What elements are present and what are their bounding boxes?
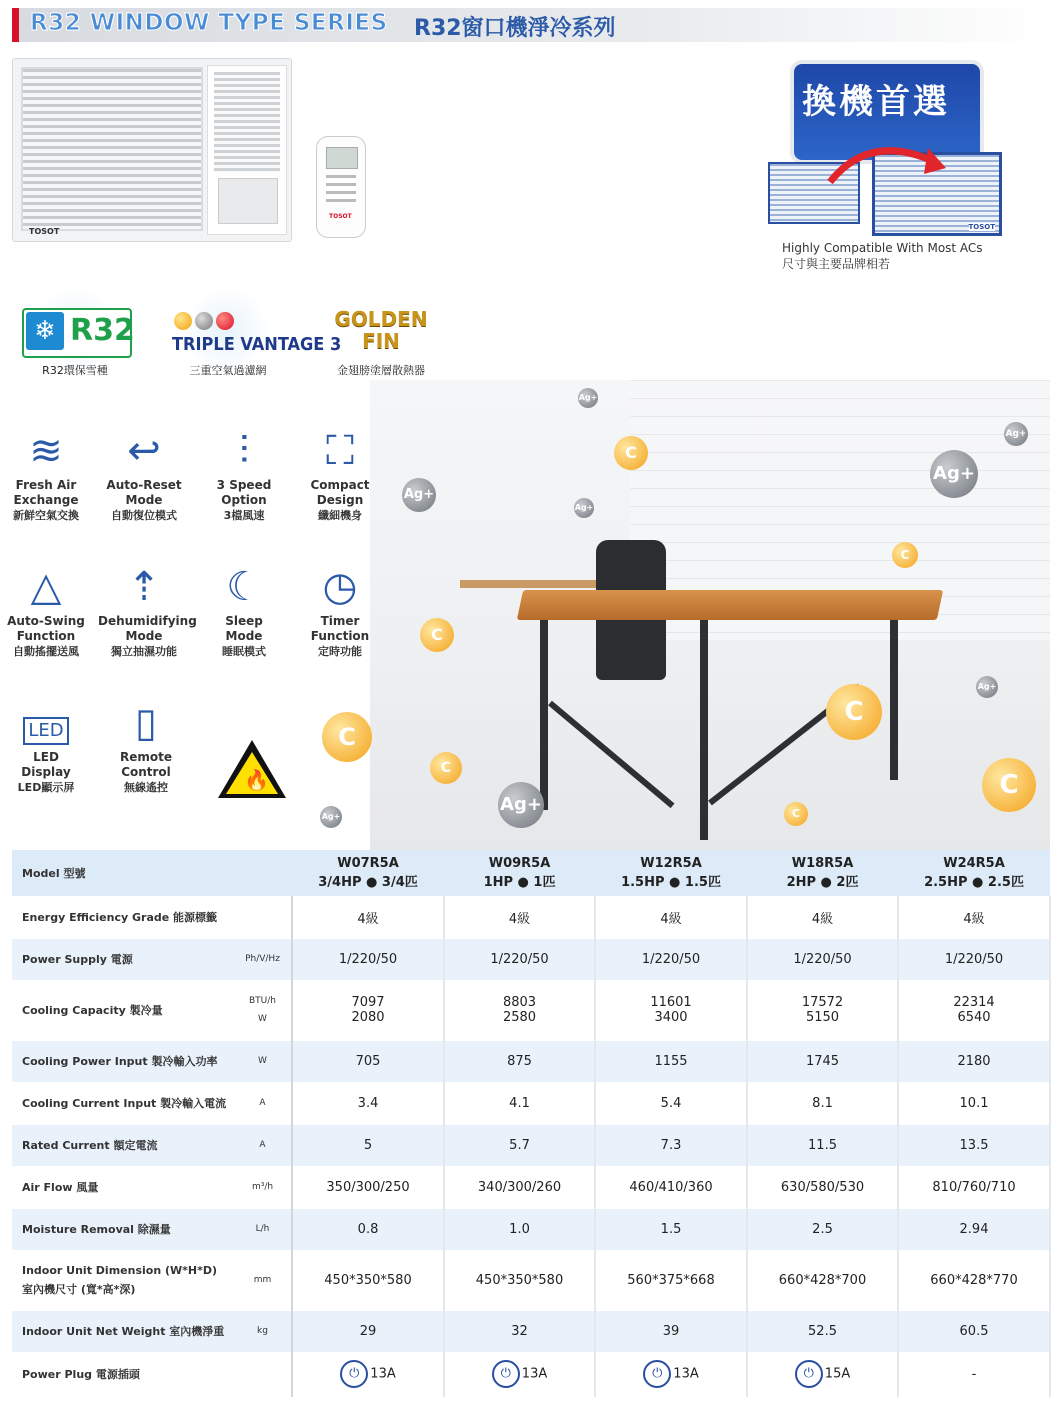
- sleep-icon: ☾: [226, 564, 262, 610]
- row-unit: W: [234, 1040, 292, 1082]
- badge-brand: TOSOT: [968, 223, 995, 231]
- model-cell: [292, 850, 444, 896]
- model-cell: [444, 850, 595, 896]
- feature-auto-swing: [0, 560, 92, 659]
- row-label: Energy Efficiency Grade 能源標籤: [12, 896, 234, 938]
- feature-en-line1: Auto-Swing: [7, 614, 85, 628]
- plug-icon: ⏻: [340, 1360, 368, 1388]
- spec-value: 4級: [292, 896, 444, 938]
- spec-value: 450*350*580: [292, 1250, 444, 1310]
- row-unit: mm: [234, 1250, 292, 1310]
- table-row: [12, 1124, 1050, 1166]
- spec-value-line1: 8803: [502, 995, 537, 1010]
- feature-zh: 3檔風速: [223, 509, 265, 522]
- model-cell: [898, 850, 1050, 896]
- r32-logo: [22, 308, 135, 358]
- row-unit: kg: [234, 1310, 292, 1352]
- spec-value: 0.8: [292, 1208, 444, 1250]
- table-row: [12, 1310, 1050, 1352]
- feature-zh: 自動搖擺送風: [13, 645, 79, 658]
- table-row: [12, 980, 1050, 1040]
- model-name: W24R5A: [943, 855, 1005, 871]
- vitamin-c-bubble: C: [430, 752, 462, 784]
- model-name: W12R5A: [640, 855, 702, 871]
- unit-side-panel: [207, 65, 287, 235]
- compatibility-note: [782, 240, 983, 272]
- row-label: Power Plug 電源插頭: [12, 1352, 234, 1396]
- feature-en-line2: Function: [310, 629, 370, 643]
- header-accent-bar: [12, 8, 19, 42]
- plug-rating: 13A: [673, 1366, 699, 1382]
- spec-value-line2: 3400: [654, 1010, 688, 1025]
- spec-value: -: [898, 1352, 1050, 1396]
- spec-value: 630/580/530: [747, 1166, 898, 1208]
- spec-value: [444, 980, 595, 1040]
- feature-en-line2: Exchange: [13, 493, 79, 507]
- spec-value: 1.0: [444, 1208, 595, 1250]
- feature-sleep: [198, 560, 290, 659]
- silver-ion-bubble: Ag+: [498, 782, 544, 828]
- plug-icon: ⏻: [492, 1360, 520, 1388]
- table-row: [12, 1082, 1050, 1124]
- feature-en-line1: Dehumidifying: [98, 614, 197, 628]
- spec-value-line2: 2080: [351, 1010, 385, 1025]
- vitamin-c-bubble: C: [826, 684, 882, 740]
- silver-ion-bubble: Ag+: [320, 806, 342, 828]
- feature-zh: 無線遙控: [124, 781, 168, 794]
- red-dot-icon: [216, 312, 234, 330]
- spec-value: 5.7: [444, 1124, 595, 1166]
- model-header-label: Model 型號: [12, 850, 292, 896]
- feature-zh: LED顯示屏: [17, 781, 75, 794]
- row-label-line1: Indoor Unit Dimension (W*H*D): [22, 1263, 218, 1277]
- model-hp: 2HP ● 2匹: [786, 874, 859, 890]
- row-unit: A: [234, 1124, 292, 1166]
- row-label: Cooling Capacity 製冷量: [12, 980, 234, 1040]
- spec-value: 4級: [444, 896, 595, 938]
- silver-ion-bubble: Ag+: [930, 450, 978, 498]
- desk-leg: [540, 620, 548, 810]
- spec-value: 8.1: [747, 1082, 898, 1124]
- spec-value: 660*428*770: [898, 1250, 1050, 1310]
- feature-en-line1: Timer: [320, 614, 360, 628]
- spec-value: 810/760/710: [898, 1166, 1050, 1208]
- remote-brand: TOSOT: [329, 213, 352, 220]
- spec-value-line1: 17572: [801, 995, 844, 1010]
- vitamin-c-bubble: C: [322, 712, 372, 762]
- spec-value: 29: [292, 1310, 444, 1352]
- row-label: Rated Current 額定電流: [12, 1124, 234, 1166]
- table-row: [12, 1040, 1050, 1082]
- unit-control-panel: [218, 178, 278, 224]
- spec-value: 705: [292, 1040, 444, 1082]
- feature-fresh-air: [0, 424, 92, 523]
- spec-value-line1: 22314: [953, 995, 995, 1010]
- feature-3-speed: [198, 424, 290, 523]
- r32-label: R32環保雪種: [42, 364, 108, 377]
- row-unit-line1: BTU/h: [249, 996, 276, 1006]
- row-unit: [234, 896, 292, 938]
- triple-vantage-label: 三重空氣過濾網: [189, 364, 267, 377]
- feature-en-line2: Function: [16, 629, 76, 643]
- triple-vantage-dots: [174, 312, 237, 334]
- table-row: [12, 1166, 1050, 1208]
- auto-swing-icon: △: [30, 564, 62, 610]
- table-row: [12, 1352, 1050, 1396]
- spec-value-line2: 2580: [502, 1010, 537, 1025]
- table-header-row: [12, 850, 1050, 896]
- table-row: [12, 896, 1050, 938]
- feature-en-line2: Design: [316, 493, 364, 507]
- row-unit: [234, 1352, 292, 1396]
- wooden-desk: [517, 590, 943, 620]
- spec-value: 5: [292, 1124, 444, 1166]
- fresh-air-icon: ≋: [29, 428, 63, 474]
- unit-grille: [21, 67, 203, 231]
- spec-value: 4級: [898, 896, 1050, 938]
- row-label: Cooling Current Input 製冷輸入電流: [12, 1082, 234, 1124]
- golden-fin-label: 金翅膀塗層散熱器: [337, 364, 425, 377]
- plug-rating: 13A: [521, 1366, 548, 1382]
- silver-ion-bubble: Ag+: [402, 478, 436, 512]
- spec-value: 1/220/50: [444, 938, 595, 980]
- spec-value: [747, 980, 898, 1040]
- spec-value: 1745: [747, 1040, 898, 1082]
- feature-en-line1: Fresh Air: [15, 478, 77, 492]
- vitamin-c-bubble: C: [420, 618, 454, 652]
- badge-title: 換機首選: [802, 82, 950, 122]
- spec-value: 450*350*580: [444, 1250, 595, 1310]
- spec-value: 52.5: [747, 1310, 898, 1352]
- snowflake-icon: ❄: [26, 312, 64, 350]
- r32-logo-text: R32: [70, 313, 135, 348]
- spec-value: [747, 1352, 898, 1396]
- feature-dehumidify: [98, 560, 197, 659]
- desk-cross-brace: [548, 701, 674, 808]
- model-hp: 3/4HP ● 3/4匹: [318, 874, 418, 890]
- row-unit: L/h: [234, 1208, 292, 1250]
- silver-ion-bubble: Ag+: [976, 676, 998, 698]
- row-unit: [234, 980, 292, 1040]
- feature-en-line2: Control: [121, 765, 171, 779]
- spec-value: 4級: [595, 896, 747, 938]
- spec-value: 875: [444, 1040, 595, 1082]
- model-hp: 1HP ● 1匹: [483, 874, 556, 890]
- yellow-dot-icon: [174, 312, 192, 330]
- spec-value: 2.94: [898, 1208, 1050, 1250]
- spec-value: 1155: [595, 1040, 747, 1082]
- spec-value: [292, 1352, 444, 1396]
- table-row: [12, 1208, 1050, 1250]
- spec-value: 660*428*700: [747, 1250, 898, 1310]
- triple-vantage-logo: TRIPLE VANTAGE 3: [172, 334, 342, 355]
- grey-dot-icon: [195, 312, 213, 330]
- spec-value: [898, 980, 1050, 1040]
- row-label: Power Supply 電源: [12, 938, 234, 980]
- spec-value: 1/220/50: [595, 938, 747, 980]
- row-label: Cooling Power Input 製冷輸入功率: [12, 1040, 234, 1082]
- row-label: Air Flow 風量: [12, 1166, 234, 1208]
- remote-buttons: [326, 175, 356, 205]
- swap-arrow-icon: [820, 132, 950, 192]
- silver-ion-bubble: Ag+: [578, 388, 598, 408]
- row-label-line2: 室內機尺寸 (寬*高*深): [22, 1282, 136, 1296]
- spec-value: [595, 1352, 747, 1396]
- table-row: [12, 938, 1050, 980]
- spec-value: [292, 980, 444, 1040]
- header-title-zh: R32窗口機淨冷系列: [414, 16, 616, 41]
- spec-value: 350/300/250: [292, 1166, 444, 1208]
- row-unit: m³/h: [234, 1166, 292, 1208]
- spec-value: 2180: [898, 1040, 1050, 1082]
- spec-value: 39: [595, 1310, 747, 1352]
- spec-value-line1: 11601: [650, 995, 692, 1010]
- model-name: W18R5A: [791, 855, 854, 871]
- vitamin-c-bubble: C: [892, 542, 918, 568]
- spec-value: 4級: [747, 896, 898, 938]
- model-name: W09R5A: [488, 855, 551, 871]
- feature-en-line1: Remote: [119, 750, 172, 764]
- model-hp: 1.5HP ● 1.5匹: [621, 874, 721, 890]
- feature-en-line1: Sleep: [225, 614, 263, 628]
- header-title-en: R32 WINDOW TYPE SERIES: [30, 10, 388, 36]
- model-cell: [595, 850, 747, 896]
- spec-value: 13.5: [898, 1124, 1050, 1166]
- feature-zh: 新鮮空氣交換: [13, 509, 79, 522]
- spec-value: 2.5: [747, 1208, 898, 1250]
- spec-table: [12, 850, 1051, 1397]
- feature-en-line2: Option: [221, 493, 267, 507]
- row-label: [12, 1250, 234, 1310]
- compat-en: Highly Compatible With Most ACs: [782, 241, 983, 255]
- dehumidify-icon: ⇡: [127, 564, 161, 610]
- vitamin-c-bubble: C: [784, 802, 808, 826]
- vitamin-c-bubble: C: [614, 436, 648, 470]
- compact-icon: ⛶: [326, 428, 354, 474]
- desk-leg: [700, 620, 708, 840]
- feature-zh: 纖細機身: [318, 509, 362, 522]
- feature-en-line1: Compact: [310, 478, 370, 492]
- spec-value: 4.1: [444, 1082, 595, 1124]
- row-label: Moisture Removal 除濕量: [12, 1208, 234, 1250]
- spec-value: 11.5: [747, 1124, 898, 1166]
- feature-auto-reset: [98, 424, 190, 523]
- page-header: [12, 8, 1052, 42]
- model-hp: 2.5HP ● 2.5匹: [924, 874, 1024, 890]
- feature-en-line1: 3 Speed: [216, 478, 272, 492]
- feature-zh: 定時功能: [318, 645, 362, 658]
- remote-icon: ▯: [134, 700, 157, 746]
- model-name: W07R5A: [337, 855, 399, 871]
- feature-zh: 自動復位模式: [111, 509, 177, 522]
- compat-zh: 尺寸與主要品牌相若: [782, 257, 891, 271]
- feature-led-display: [0, 696, 92, 795]
- plug-rating: 13A: [370, 1366, 396, 1382]
- spec-value: 560*375*668: [595, 1250, 747, 1310]
- table-row: [12, 1250, 1050, 1310]
- spec-value-line2: 6540: [957, 1010, 991, 1025]
- spec-value-line2: 5150: [805, 1010, 840, 1025]
- spec-value: 1/220/50: [747, 938, 898, 980]
- row-label: Indoor Unit Net Weight 室內機淨重: [12, 1310, 234, 1352]
- led-icon: LED: [21, 696, 71, 750]
- row-unit: Ph/V/Hz: [234, 938, 292, 980]
- spec-value: 5.4: [595, 1082, 747, 1124]
- plug-rating: 15A: [824, 1366, 851, 1382]
- spec-value: 32: [444, 1310, 595, 1352]
- desk-leg: [890, 620, 898, 780]
- spec-value: 60.5: [898, 1310, 1050, 1352]
- feature-en-line2: Mode: [125, 493, 163, 507]
- spec-value: 460/410/360: [595, 1166, 747, 1208]
- feature-en-line2: Mode: [225, 629, 263, 643]
- vitamin-c-bubble: C: [982, 758, 1036, 812]
- feature-remote: [100, 696, 192, 795]
- model-cell: [747, 850, 898, 896]
- speed-icon: ⫶: [239, 428, 249, 474]
- spec-value: 340/300/260: [444, 1166, 595, 1208]
- spec-value: [444, 1352, 595, 1396]
- feature-en-line2: Display: [21, 765, 71, 779]
- unit-brand: TOSOT: [29, 227, 60, 236]
- silver-ion-bubble: Ag+: [1004, 422, 1028, 446]
- remote-screen: [326, 147, 358, 169]
- plug-icon: ⏻: [643, 1360, 671, 1388]
- row-unit: A: [234, 1082, 292, 1124]
- spec-value: [595, 980, 747, 1040]
- spec-value-line1: 7097: [351, 995, 385, 1010]
- spec-value: 10.1: [898, 1082, 1050, 1124]
- feature-en-line1: Auto-Reset: [106, 478, 182, 492]
- feature-zh: 睡眠模式: [222, 645, 266, 658]
- spec-value: 1.5: [595, 1208, 747, 1250]
- golden-fin-logo: GOLDEN FIN: [334, 307, 428, 353]
- spec-value: 7.3: [595, 1124, 747, 1166]
- feature-zh: 獨立抽濕功能: [111, 645, 177, 658]
- flame-icon: 🔥: [244, 768, 269, 792]
- spec-value: 3.4: [292, 1082, 444, 1124]
- silver-ion-bubble: Ag+: [574, 498, 594, 518]
- spec-value: 1/220/50: [292, 938, 444, 980]
- row-unit-line2: W: [258, 1014, 267, 1024]
- feature-en-line1: LED: [33, 750, 59, 764]
- remote-control-image: [316, 136, 366, 238]
- spec-value: 1/220/50: [898, 938, 1050, 980]
- window-ac-unit: [12, 58, 292, 242]
- unit-vents: [214, 72, 280, 172]
- timer-icon: ◷: [322, 564, 358, 610]
- plug-icon: ⏻: [795, 1360, 823, 1388]
- auto-reset-icon: ↩: [127, 428, 161, 474]
- feature-en-line2: Mode: [125, 629, 163, 643]
